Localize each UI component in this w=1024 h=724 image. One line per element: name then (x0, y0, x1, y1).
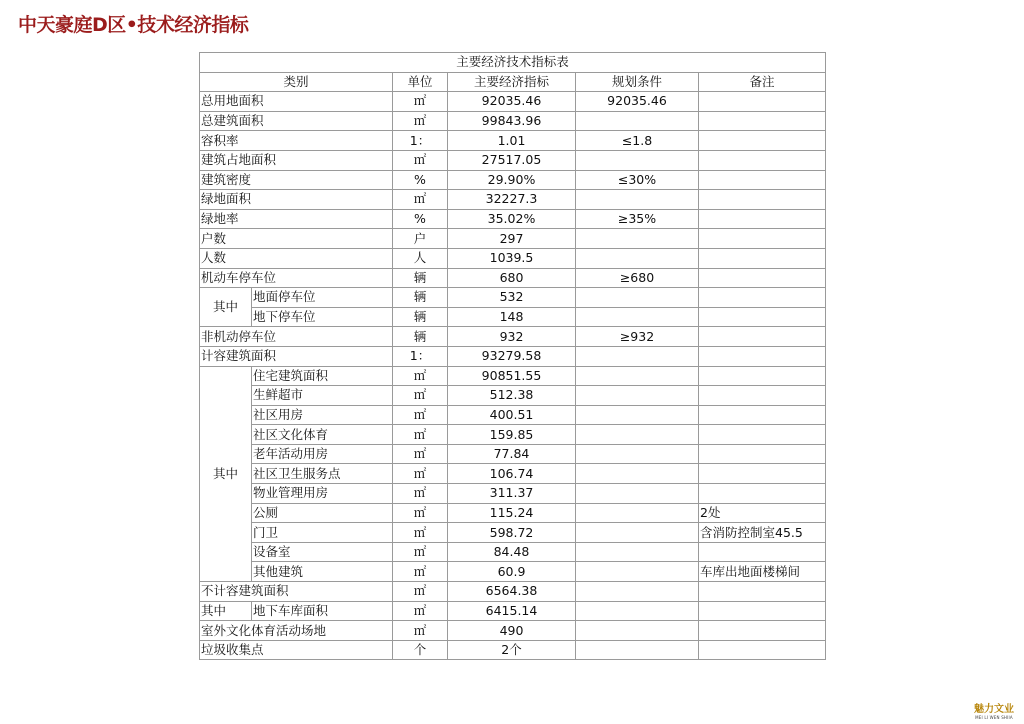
row-category: 地下停车位 (252, 307, 393, 327)
row-condition (576, 503, 699, 523)
row-note (699, 640, 826, 660)
row-value: 32227.3 (448, 190, 576, 210)
table-row (200, 229, 826, 249)
table-row (200, 111, 826, 131)
row-unit: ㎡ (393, 464, 448, 484)
row-note (699, 92, 826, 112)
row-category: 物业管理用房 (252, 484, 393, 504)
row-unit: ㎡ (393, 425, 448, 445)
row-unit: ㎡ (393, 386, 448, 406)
table-row (200, 288, 826, 308)
row-category: 地下车库面积 (252, 601, 393, 621)
row-category: 社区用房 (252, 405, 393, 425)
row-value: 29.90% (448, 170, 576, 190)
row-note (699, 425, 826, 445)
row-value: 99843.96 (448, 111, 576, 131)
row-category: 门卫 (252, 523, 393, 543)
row-condition: ≤30% (576, 170, 699, 190)
table-row (200, 307, 826, 327)
row-value: 6564.38 (448, 582, 576, 602)
row-note (699, 327, 826, 347)
row-value: 60.9 (448, 562, 576, 582)
row-note (699, 229, 826, 249)
row-value: 159.85 (448, 425, 576, 445)
row-note (699, 582, 826, 602)
table-row (200, 582, 826, 602)
row-value: 148 (448, 307, 576, 327)
row-category: 容积率 (200, 131, 393, 151)
row-unit: 辆 (393, 327, 448, 347)
row-category: 公厕 (252, 503, 393, 523)
table-row (200, 248, 826, 268)
row-note (699, 190, 826, 210)
table-row (200, 386, 826, 406)
table-row (200, 523, 826, 543)
table-caption: 主要经济技术指标表 (200, 53, 826, 73)
row-note (699, 542, 826, 562)
row-value: 532 (448, 288, 576, 308)
row-condition (576, 190, 699, 210)
row-unit: ㎡ (393, 444, 448, 464)
row-unit: ㎡ (393, 484, 448, 504)
logo-text: 魅力文业 (974, 704, 1014, 715)
table-row (200, 621, 826, 641)
row-condition (576, 229, 699, 249)
table-row (200, 170, 826, 190)
header-planning-condition: 规划条件 (576, 72, 699, 92)
row-category: 其他建筑 (252, 562, 393, 582)
logo-subtext: MEI LI WEN SHIIA (975, 715, 1013, 720)
row-value: 598.72 (448, 523, 576, 543)
row-condition: ≤1.8 (576, 131, 699, 151)
row-value: 84.48 (448, 542, 576, 562)
row-note (699, 150, 826, 170)
table-row (200, 327, 826, 347)
row-unit: ㎡ (393, 405, 448, 425)
row-note (699, 386, 826, 406)
row-condition (576, 542, 699, 562)
row-note (699, 484, 826, 504)
row-condition: ≥932 (576, 327, 699, 347)
table-row (200, 346, 826, 366)
row-unit: % (393, 170, 448, 190)
row-category: 垃圾收集点 (200, 640, 393, 660)
row-condition (576, 523, 699, 543)
tech-econ-table (199, 52, 826, 660)
row-condition (576, 150, 699, 170)
row-note (699, 307, 826, 327)
row-value: 297 (448, 229, 576, 249)
table-row (200, 601, 826, 621)
row-note (699, 268, 826, 288)
group-label: 其中 (200, 288, 252, 327)
row-note (699, 405, 826, 425)
row-category: 绿地面积 (200, 190, 393, 210)
row-unit: ㎡ (393, 150, 448, 170)
row-unit: ㎡ (393, 111, 448, 131)
table-row (200, 366, 826, 386)
row-category: 建筑密度 (200, 170, 393, 190)
table-header-row (200, 72, 826, 92)
header-remark: 备注 (699, 72, 826, 92)
row-category: 社区文化体育 (252, 425, 393, 445)
group-label: 其中 (200, 366, 252, 582)
row-value: 93279.58 (448, 346, 576, 366)
row-value: 106.74 (448, 464, 576, 484)
header-category: 类别 (200, 72, 393, 92)
row-note (699, 621, 826, 641)
table-row (200, 640, 826, 660)
row-note (699, 248, 826, 268)
table-row (200, 444, 826, 464)
row-value: 512.38 (448, 386, 576, 406)
table-row (200, 268, 826, 288)
row-category: 设备室 (252, 542, 393, 562)
row-condition: ≥35% (576, 209, 699, 229)
table-row (200, 425, 826, 445)
table-row (200, 131, 826, 151)
row-note (699, 288, 826, 308)
table-row (200, 150, 826, 170)
row-value: 680 (448, 268, 576, 288)
row-value: 6415.14 (448, 601, 576, 621)
row-unit: ㎡ (393, 503, 448, 523)
row-value: 90851.55 (448, 366, 576, 386)
row-category: 室外文化体育活动场地 (200, 621, 393, 641)
table-row (200, 503, 826, 523)
row-condition (576, 111, 699, 131)
row-unit: ㎡ (393, 366, 448, 386)
row-value: 92035.46 (448, 92, 576, 112)
row-note (699, 601, 826, 621)
row-value: 2个 (448, 640, 576, 660)
row-condition (576, 640, 699, 660)
row-condition (576, 601, 699, 621)
row-condition (576, 582, 699, 602)
table-row (200, 190, 826, 210)
row-unit: ㎡ (393, 542, 448, 562)
row-condition (576, 464, 699, 484)
row-value: 27517.05 (448, 150, 576, 170)
table-caption-row (200, 53, 826, 73)
row-note: 车库出地面楼梯间 (699, 562, 826, 582)
row-note: 2处 (699, 503, 826, 523)
row-unit: ㎡ (393, 621, 448, 641)
row-unit: 辆 (393, 288, 448, 308)
row-note (699, 464, 826, 484)
row-condition (576, 288, 699, 308)
row-category: 社区卫生服务点 (252, 464, 393, 484)
row-condition (576, 444, 699, 464)
row-value: 115.24 (448, 503, 576, 523)
row-condition (576, 484, 699, 504)
row-value: 311.37 (448, 484, 576, 504)
brand-logo (970, 704, 1018, 720)
row-note (699, 170, 826, 190)
row-condition (576, 405, 699, 425)
row-note (699, 366, 826, 386)
table-row (200, 542, 826, 562)
row-unit: 辆 (393, 268, 448, 288)
row-unit: ㎡ (393, 190, 448, 210)
row-condition (576, 346, 699, 366)
row-unit: % (393, 209, 448, 229)
row-value: 932 (448, 327, 576, 347)
header-unit: 单位 (393, 72, 448, 92)
row-note (699, 111, 826, 131)
row-note (699, 209, 826, 229)
row-category: 户数 (200, 229, 393, 249)
row-value: 490 (448, 621, 576, 641)
row-condition (576, 307, 699, 327)
table-row (200, 464, 826, 484)
row-category: 人数 (200, 248, 393, 268)
row-category: 建筑占地面积 (200, 150, 393, 170)
row-condition (576, 425, 699, 445)
row-value: 77.84 (448, 444, 576, 464)
group-label: 其中 (200, 601, 252, 621)
row-category: 总用地面积 (200, 92, 393, 112)
row-value: 35.02% (448, 209, 576, 229)
table-row (200, 405, 826, 425)
row-category: 住宅建筑面积 (252, 366, 393, 386)
page-title: 中天豪庭D区•技术经济指标 (18, 14, 249, 36)
row-note: 含消防控制室45.5 (699, 523, 826, 543)
row-unit: ㎡ (393, 92, 448, 112)
row-condition: 92035.46 (576, 92, 699, 112)
row-value: 400.51 (448, 405, 576, 425)
table-row (200, 209, 826, 229)
table-row (200, 92, 826, 112)
row-unit: 户 (393, 229, 448, 249)
row-condition (576, 386, 699, 406)
table-row (200, 484, 826, 504)
row-unit: ㎡ (393, 523, 448, 543)
row-unit: 1： (393, 131, 448, 151)
row-condition (576, 366, 699, 386)
row-unit: ㎡ (393, 601, 448, 621)
row-category: 非机动停车位 (200, 327, 393, 347)
row-note (699, 346, 826, 366)
row-category: 不计容建筑面积 (200, 582, 393, 602)
row-category: 机动车停车位 (200, 268, 393, 288)
row-value: 1.01 (448, 131, 576, 151)
row-unit: ㎡ (393, 582, 448, 602)
header-indicator: 主要经济指标 (448, 72, 576, 92)
row-unit: 1： (393, 346, 448, 366)
row-category: 计容建筑面积 (200, 346, 393, 366)
row-condition: ≥680 (576, 268, 699, 288)
row-value: 1039.5 (448, 248, 576, 268)
row-unit: 个 (393, 640, 448, 660)
row-note (699, 444, 826, 464)
row-condition (576, 621, 699, 641)
row-note (699, 131, 826, 151)
row-category: 总建筑面积 (200, 111, 393, 131)
row-category: 绿地率 (200, 209, 393, 229)
row-condition (576, 248, 699, 268)
row-unit: 人 (393, 248, 448, 268)
row-unit: ㎡ (393, 562, 448, 582)
row-unit: 辆 (393, 307, 448, 327)
row-category: 地面停车位 (252, 288, 393, 308)
row-category: 生鲜超市 (252, 386, 393, 406)
table-row (200, 562, 826, 582)
row-category: 老年活动用房 (252, 444, 393, 464)
row-condition (576, 562, 699, 582)
